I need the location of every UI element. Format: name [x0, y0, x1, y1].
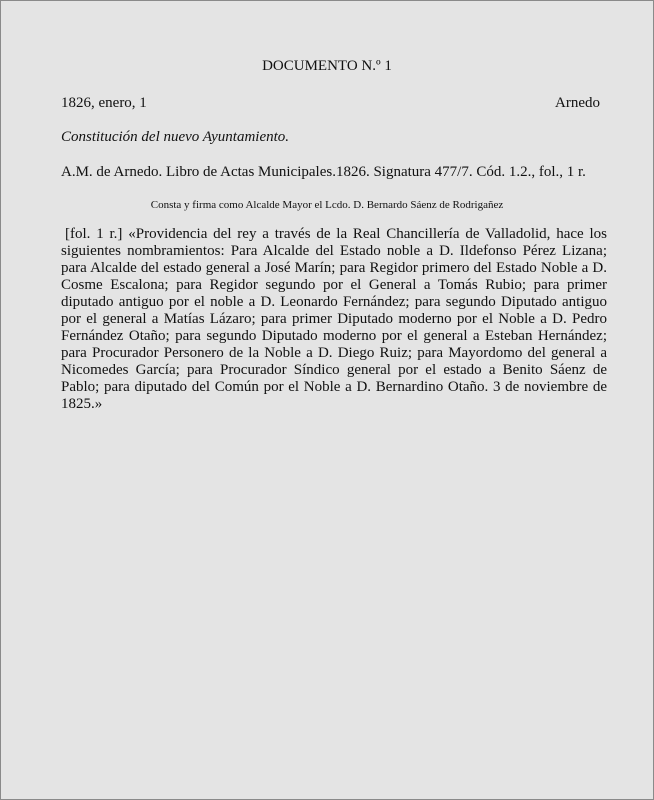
document-subject: Constitución del nuevo Ayuntamiento. [61, 129, 290, 145]
document-date: 1826, enero, 1 [61, 95, 147, 111]
signature-note: Consta y firma como Alcalde Mayor el Lcdo. D. Bernardo Sáenz de Rodrigañez [150, 199, 504, 211]
archival-source: A.M. de Arnedo. Libro de Actas Municipales.1826. Signatura 477/7. Cód. 1.2., fol., 1 r. [61, 164, 586, 180]
document-place: Arnedo [555, 95, 600, 111]
document-title: DOCUMENTO N.º 1 [262, 58, 392, 74]
document-body: [fol. 1 r.] «Providencia del rey a través de la Real Chancillería de Valladolid, hace los siguientes nombramientos: Para Alcalde del Estado noble a D. Ildefonso Pérez Lizana; para Alcalde del estado general a José Marín; para Regidor primero del Estado Noble a D. Cosme Escalona; para Regidor segundo por el General a Tomás Rubio; para primer diputado antiguo por el noble a D. Leonardo Fernández; para segundo Diputado antiguo por el general a Matías Lázaro; para primer Diputado moderno por el Noble a D. Pedro Fernández Otaño; para segundo Diputado moderno por el general a Esteban Hernández; para Procurador Personero de la Noble a D. Diego Ruiz; para Mayordomo del general a Nicomedes García; para Procurador Síndico general por el estado a Benito Sáenz de Pablo; para diputado del Común por el Noble a D. Bernardino Otaño. 3 de noviembre de 1825.» [61, 226, 607, 412]
